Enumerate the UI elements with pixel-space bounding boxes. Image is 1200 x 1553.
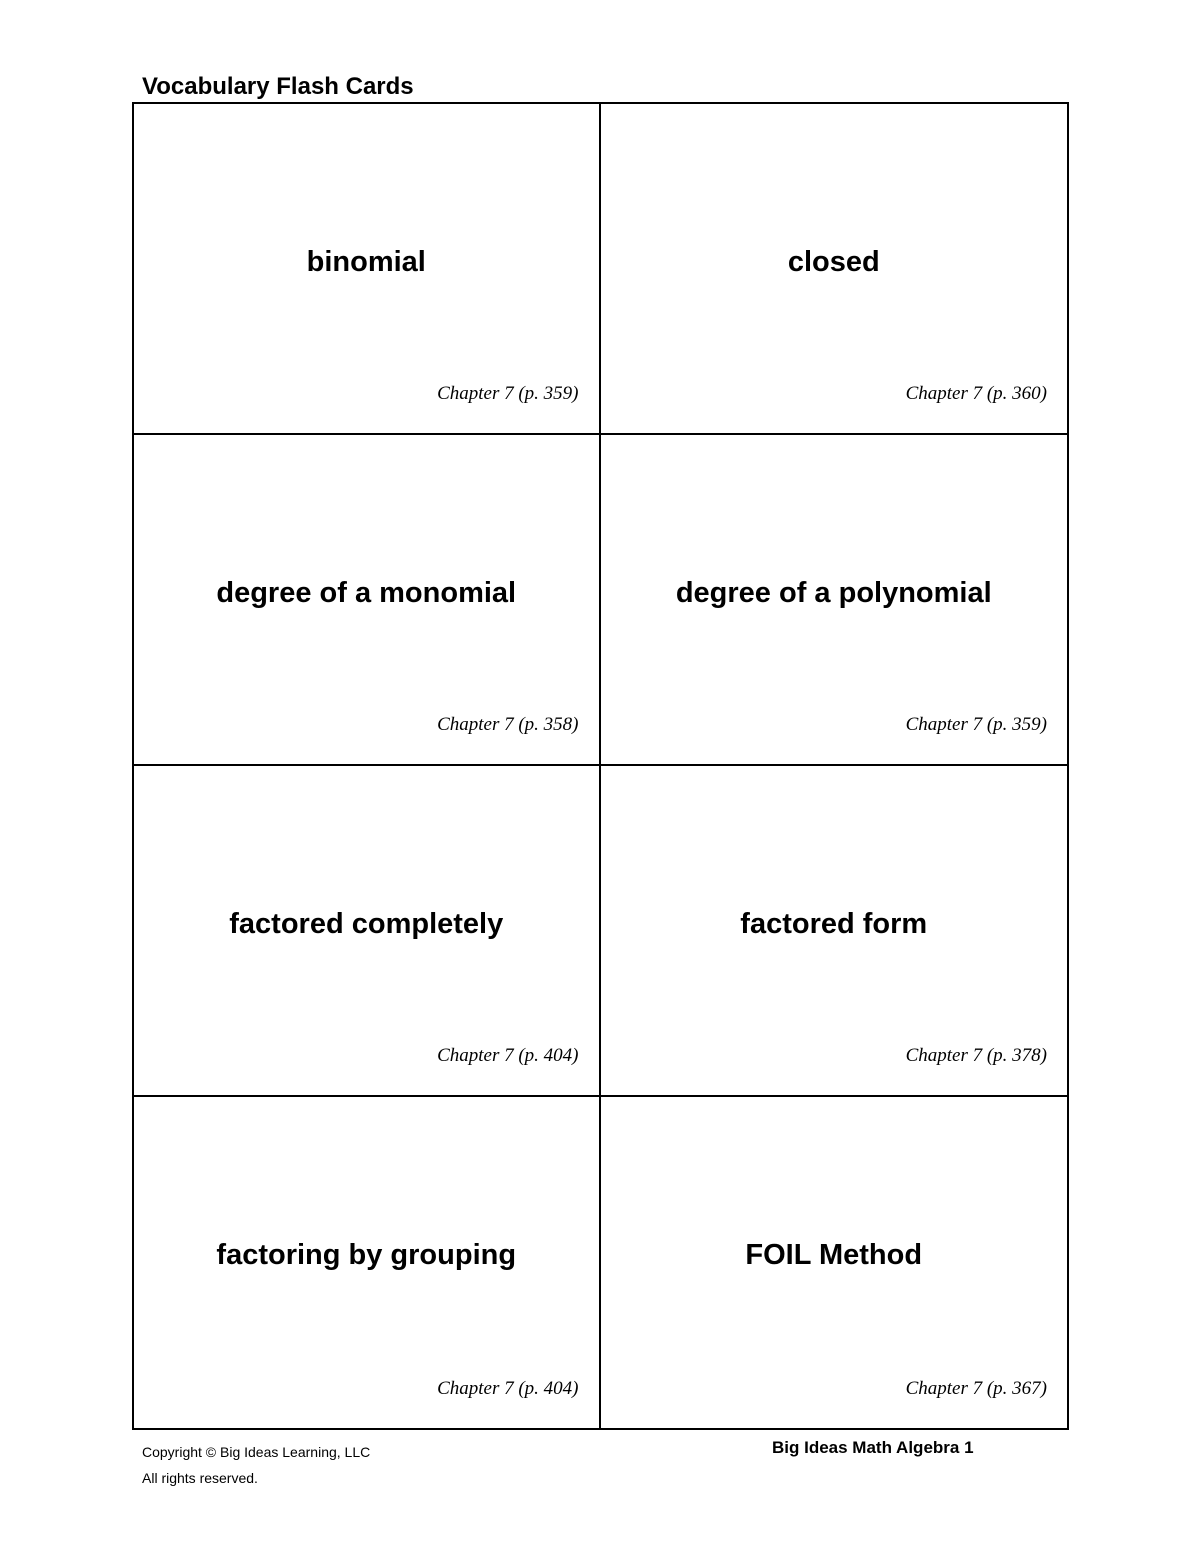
card-term: FOIL Method — [745, 1239, 923, 1271]
card-term: factored form — [740, 908, 928, 940]
card-term: factoring by grouping — [216, 1239, 517, 1271]
book-title: Big Ideas Math Algebra 1 — [772, 1438, 974, 1457]
card-reference: Chapter 7 (p. 367) — [905, 1378, 1047, 1399]
flash-card-grid — [132, 102, 1069, 1430]
card-reference: Chapter 7 (p. 360) — [905, 383, 1047, 404]
flash-card — [601, 104, 1068, 435]
card-reference: Chapter 7 (p. 404) — [437, 1378, 579, 1399]
flash-card — [134, 104, 601, 435]
flash-card — [601, 435, 1068, 766]
card-term: binomial — [306, 246, 426, 278]
flash-card — [134, 766, 601, 1097]
card-reference: Chapter 7 (p. 359) — [905, 714, 1047, 735]
flash-card — [134, 435, 601, 766]
card-term: degree of a monomial — [216, 577, 517, 609]
footer-copyright-block — [142, 1439, 370, 1491]
flash-card — [134, 1097, 601, 1428]
page-title: Vocabulary Flash Cards — [142, 73, 414, 100]
card-term: degree of a polynomial — [675, 577, 992, 609]
card-term: closed — [787, 246, 880, 278]
flash-card — [601, 1097, 1068, 1428]
card-reference: Chapter 7 (p. 359) — [437, 383, 579, 404]
card-reference: Chapter 7 (p. 358) — [437, 714, 579, 735]
card-term: factored completely — [229, 908, 504, 940]
rights-text: All rights reserved. — [142, 1470, 258, 1486]
flash-card — [601, 766, 1068, 1097]
card-reference: Chapter 7 (p. 404) — [437, 1045, 579, 1066]
card-reference: Chapter 7 (p. 378) — [905, 1045, 1047, 1066]
copyright-text: Copyright © Big Ideas Learning, LLC — [142, 1444, 371, 1460]
